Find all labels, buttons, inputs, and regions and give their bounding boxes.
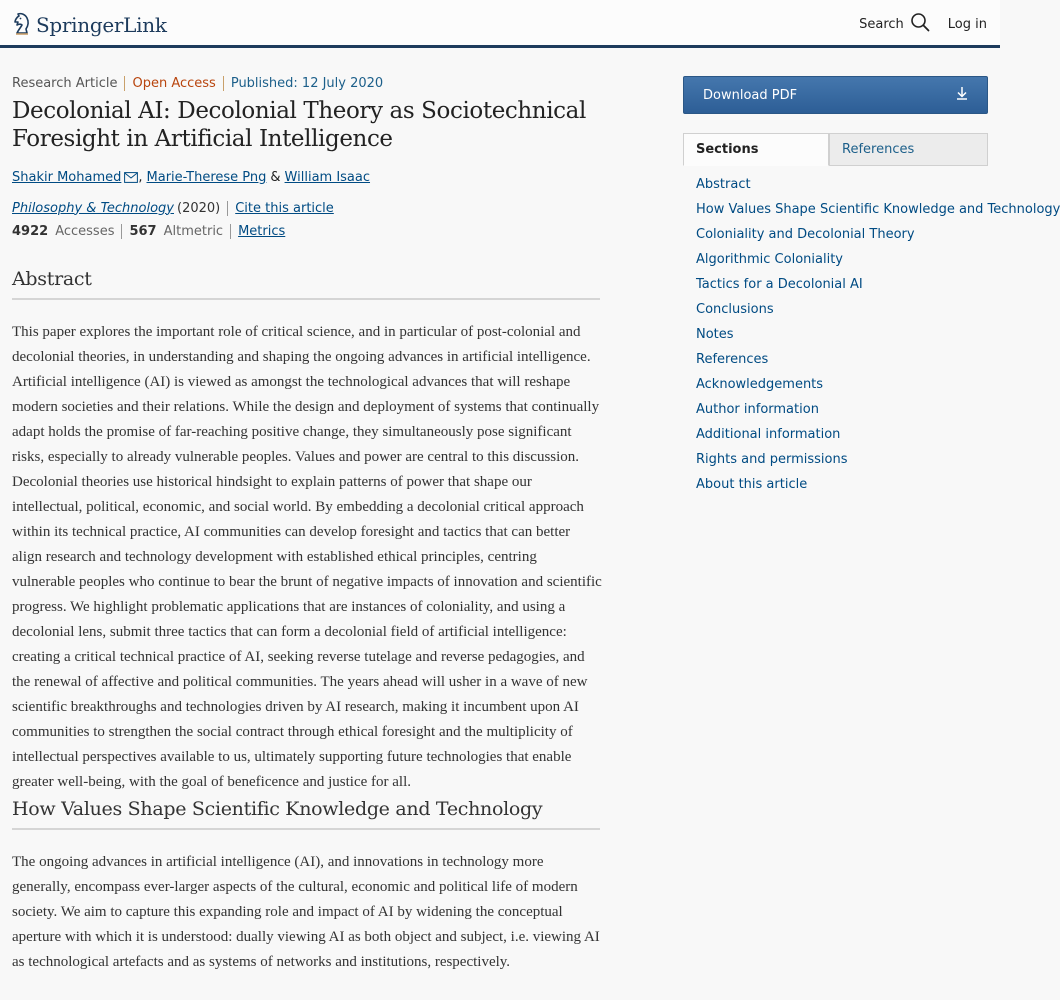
springer-link-logo[interactable] — [12, 11, 167, 39]
cite-article-link[interactable]: Cite this article — [235, 200, 334, 216]
metrics-divider — [230, 224, 231, 239]
search-button[interactable] — [859, 12, 930, 36]
sidebar-tabs — [683, 133, 988, 166]
email-icon[interactable] — [124, 172, 138, 183]
accesses-count: 4922 — [12, 223, 49, 239]
toc-item-author-information[interactable]: Author information — [696, 402, 819, 417]
toc-item-acknowledgements[interactable]: Acknowledgements — [696, 377, 824, 392]
author-link[interactable]: Marie-Therese Png — [146, 169, 267, 185]
search-label: Search — [859, 16, 904, 32]
meta-divider — [223, 76, 224, 91]
toc-item-references[interactable]: References — [696, 352, 769, 367]
citation-divider — [227, 201, 228, 216]
download-pdf-label: Download PDF — [703, 87, 798, 103]
tab-references[interactable]: References — [829, 133, 988, 166]
download-icon — [956, 86, 968, 104]
citation-line — [12, 198, 600, 218]
author-link[interactable]: William Isaac — [284, 169, 371, 185]
journal-link[interactable]: Philosophy & Technology — [12, 200, 174, 216]
values-section-heading: How Values Shape Scientific Knowledge and Technology — [12, 798, 600, 830]
brand-wordmark: SpringerLink — [36, 13, 167, 37]
article-header — [12, 72, 600, 241]
metrics-link[interactable]: Metrics — [238, 223, 286, 239]
article-type: Research Article — [12, 75, 118, 91]
values-section-paragraph: The ongoing advances in artificial intelligence (AI), and innovations in technology more generally, encompass ever-larger aspects of the cultural, economic and political life of modern society. We aim to capture this expanding role and impact of AI by widening the conceptual aperture with which it is understood: dually viewing AI as both object and subject, i.e. viewing AI as technological artefacts and as systems of networks and institutions, respectively. — [12, 854, 600, 970]
toc-item-conclusions[interactable]: Conclusions — [696, 302, 774, 317]
author-separator: & — [270, 169, 281, 185]
login-link[interactable]: Log in — [947, 16, 987, 32]
toc-item-abstract[interactable]: Abstract — [696, 177, 751, 192]
toc-item-additional-information[interactable]: Additional information — [696, 427, 841, 442]
article-title: Decolonial AI: Decolonial Theory as Sociotechnical Foresight in Artificial Intelligence — [12, 98, 586, 152]
toc-item-coloniality[interactable]: Coloniality and Decolonial Theory — [696, 227, 915, 242]
toc-item-rights[interactable]: Rights and permissions — [696, 452, 848, 467]
author-link[interactable]: Shakir Mohamed — [12, 169, 122, 185]
author-separator: , — [138, 169, 143, 185]
toc-item-notes[interactable]: Notes — [696, 327, 734, 342]
toc-item-tactics[interactable]: Tactics for a Decolonial AI — [696, 277, 863, 292]
site-header — [0, 0, 1000, 48]
accesses-label: Accesses — [55, 223, 115, 239]
toc-item-about[interactable]: About this article — [696, 477, 808, 492]
tab-sections[interactable]: Sections — [683, 133, 829, 166]
toc-item-algorithmic-coloniality[interactable]: Algorithmic Coloniality — [696, 252, 843, 267]
sections-list — [696, 174, 1060, 499]
altmetric-count: 567 — [129, 223, 157, 239]
search-icon — [910, 12, 930, 36]
published-date: Published: 12 July 2020 — [230, 75, 384, 91]
download-pdf-button[interactable] — [683, 76, 988, 114]
publication-year: (2020) — [177, 200, 221, 216]
abstract-paragraph: This paper explores the important role of critical science, and in particular of post-colonial and decolonial theories, in understanding and shaping the ongoing advances in artificial intelligence. Artificial intelligence (AI) is viewed as amongst the technological advances that will reshape modern societies and their relations. While the design and deployment of systems that continually adapt holds the promise of far-reaching positive change, they simultaneously pose significant risks, especially to already vulnerable peoples. Values and power are central to this discussion. Decolonial theories use historical hindsight to explain patterns of power that shape our intellectual, political, economic, and social world. By embedding a decolonial critical approach within its technical practice, AI communities can develop foresight and tactics that can better align research and technology development with established ethical principles, centring vulnerable peoples who continue to bear the brunt of negative impacts of innovation and scientific progress. We highlight problematic applications that are instances of coloniality, and using a decolonial lens, submit three tactics that can form a decolonial field of artificial intelligence: creating a critical technical practice of AI, seeking reverse tutelage and reverse pedagogies, and the renewal of affective and political communities. The years ahead will usher in a wave of new scientific breakthroughs and technologies driven by AI research, making it incumbent upon AI communities to strengthen the social contract through ethical foresight and the multiplicity of intellectual perspectives available to us, ultimately supporting future technologies that enable greater well-being, with the goal of beneficence and justice for all. — [12, 324, 602, 790]
meta-divider — [124, 76, 125, 91]
metrics-divider — [121, 224, 122, 239]
author-list — [12, 167, 600, 187]
article-metrics — [12, 221, 600, 241]
open-access-badge: Open Access — [132, 75, 216, 91]
abstract-heading: Abstract — [12, 268, 600, 300]
toc-item-values[interactable]: How Values Shape Scientific Knowledge and Technology — [696, 202, 1060, 217]
altmetric-label: Altmetric — [163, 223, 224, 239]
article-meta — [12, 72, 600, 94]
chess-knight-icon — [12, 11, 32, 39]
